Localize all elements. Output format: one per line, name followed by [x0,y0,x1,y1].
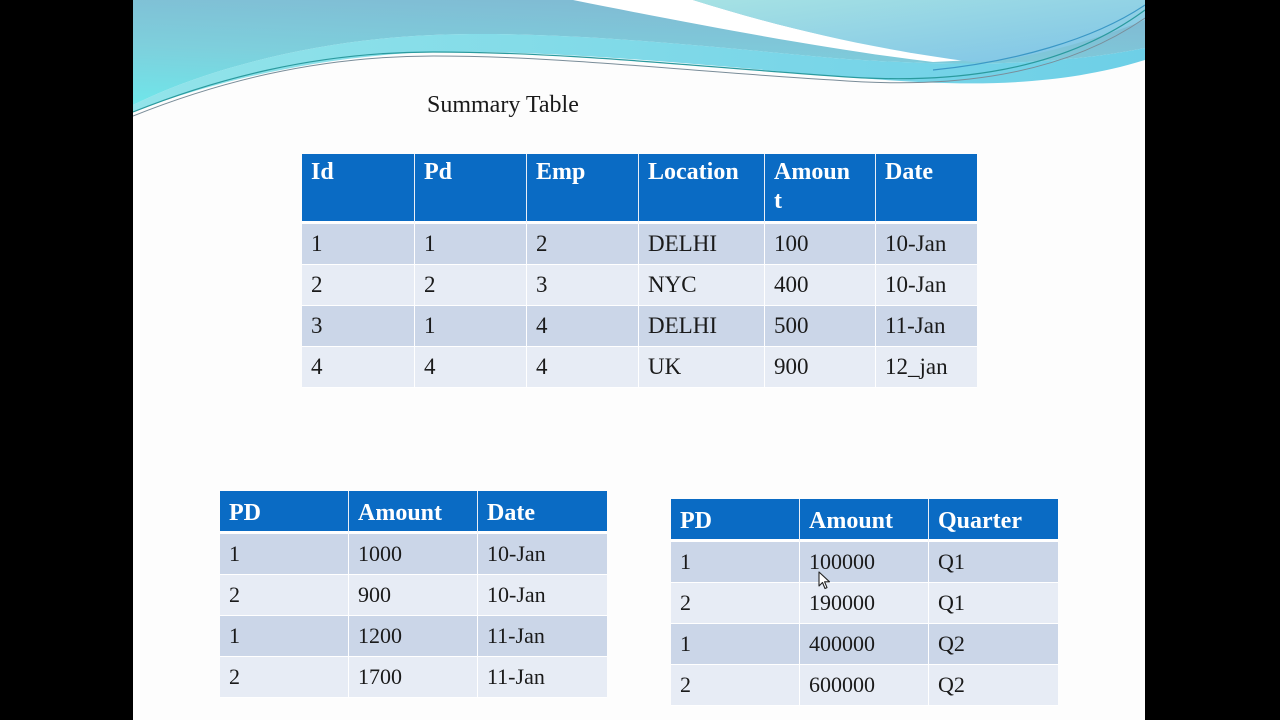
cell-amount: 100 [765,224,876,265]
cell-pd: 2 [415,265,527,306]
pd-amount-date-table [220,491,607,698]
slide-title: Summary Table [427,92,579,118]
cell-pd: 1 [415,306,527,347]
table-row [220,534,607,575]
cell-pd: 4 [415,347,527,388]
cell-location: DELHI [639,224,765,265]
column-header-date: Date [876,154,977,224]
cell-pd: 1 [220,616,349,657]
cell-location: NYC [639,265,765,306]
cell-date: 10-Jan [876,224,977,265]
column-header-pd: PD [671,499,800,542]
table-row [671,583,1058,624]
cell-date: 11-Jan [876,306,977,347]
column-header-amount: Amount [800,499,929,542]
table-row [671,665,1058,706]
cell-date: 10-Jan [478,575,607,616]
column-header-pd: PD [220,491,349,534]
amount-header-text: Amount [774,159,851,214]
cell-amount: 600000 [800,665,929,706]
cell-amount: 1000 [349,534,478,575]
table-row [302,347,977,388]
cell-quarter: Q2 [929,624,1058,665]
cell-emp: 2 [527,224,639,265]
cell-amount: 1700 [349,657,478,698]
column-header-id: Id [302,154,415,224]
table-row [302,224,977,265]
cell-quarter: Q1 [929,542,1058,583]
cell-emp: 3 [527,265,639,306]
column-header-date: Date [478,491,607,534]
cell-pd: 2 [671,665,800,706]
cell-quarter: Q1 [929,583,1058,624]
cell-amount: 100000 [800,542,929,583]
cell-amount: 400000 [800,624,929,665]
table-row [302,265,977,306]
cell-pd: 1 [671,542,800,583]
table-row [220,616,607,657]
cell-amount: 900 [349,575,478,616]
cell-id: 4 [302,347,415,388]
table-header-row [671,499,1058,542]
cell-date: 12_jan [876,347,977,388]
column-header-location: Location [639,154,765,224]
cell-date: 11-Jan [478,657,607,698]
cell-pd: 1 [415,224,527,265]
column-header-emp: Emp [527,154,639,224]
table-header-row [220,491,607,534]
column-header-pd: Pd [415,154,527,224]
summary-table [302,154,977,388]
cell-pd: 1 [671,624,800,665]
cell-id: 3 [302,306,415,347]
column-header-quarter: Quarter [929,499,1058,542]
cell-date: 10-Jan [876,265,977,306]
cell-emp: 4 [527,347,639,388]
cell-id: 2 [302,265,415,306]
cell-amount: 400 [765,265,876,306]
cell-amount: 500 [765,306,876,347]
table-row [220,575,607,616]
arrow-cursor-icon [818,571,832,591]
table-header-row [302,154,977,224]
cell-date: 10-Jan [478,534,607,575]
cell-pd: 2 [220,657,349,698]
decorative-wave-header [133,0,1145,130]
table-row [671,542,1058,583]
cell-pd: 2 [671,583,800,624]
cell-date: 11-Jan [478,616,607,657]
column-header-amount [765,154,876,224]
column-header-amount: Amount [349,491,478,534]
cell-emp: 4 [527,306,639,347]
table-row [220,657,607,698]
presentation-slide [133,0,1145,720]
table-row [671,624,1058,665]
cell-amount: 900 [765,347,876,388]
table-row [302,306,977,347]
cell-location: UK [639,347,765,388]
cell-amount: 1200 [349,616,478,657]
cell-quarter: Q2 [929,665,1058,706]
cell-location: DELHI [639,306,765,347]
cell-pd: 1 [220,534,349,575]
pd-amount-quarter-table [671,499,1058,706]
cell-id: 1 [302,224,415,265]
cell-amount: 190000 [800,583,929,624]
cell-pd: 2 [220,575,349,616]
